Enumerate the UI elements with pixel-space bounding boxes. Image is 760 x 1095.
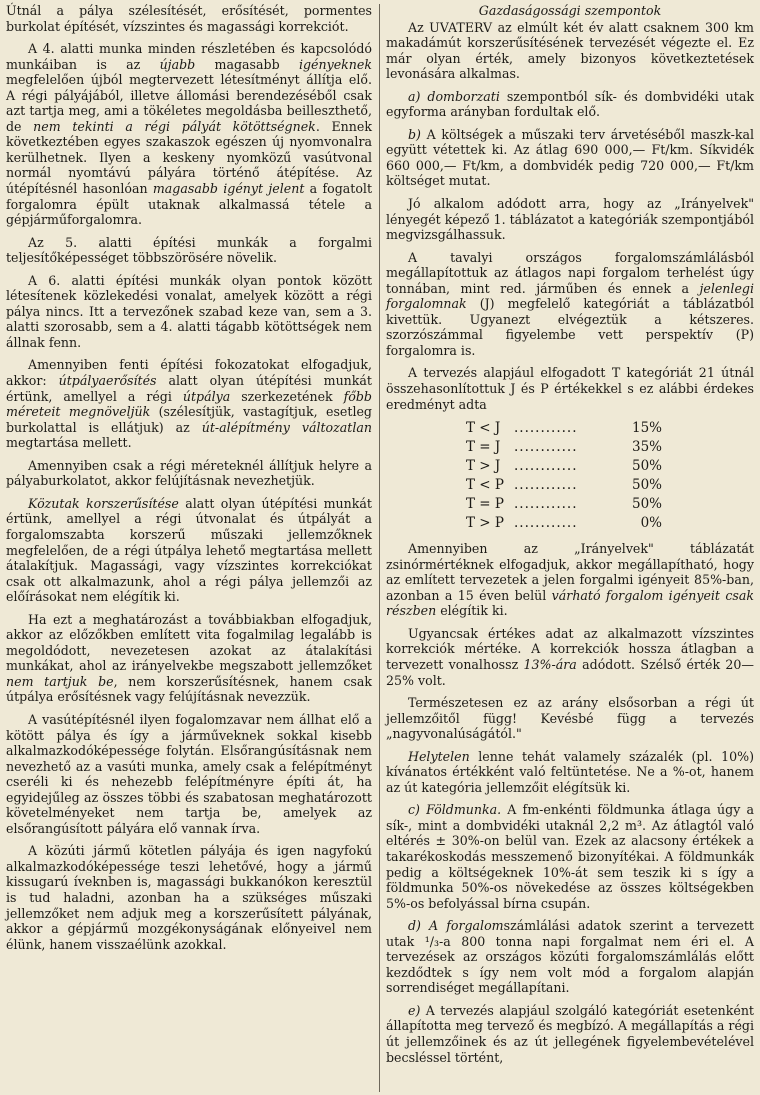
comparison-row (466, 457, 662, 476)
text-run: A 4. alatti munka minden részletében és kapcsolódó munkáiban is az (6, 41, 372, 72)
text-run: szerkezetének (230, 388, 344, 404)
comparison-relation: T > J (466, 458, 501, 475)
text-run: Az 5. alatti építési munkák a forgalmi teljesítőképességet többszörösére növelik. (6, 234, 372, 266)
comparison-relation: T = P (466, 496, 504, 513)
emphasis-run: igényeknek (298, 56, 373, 72)
comparison-row (466, 514, 662, 533)
leader-dots: ............ (514, 439, 578, 456)
text-run: A tervezés alapjául elfogadott T kategóriát 21 útnál összehasonlítottuk J és P értékekkel s ez alábbi érdekes eredményt adta (386, 365, 754, 412)
left-column (6, 3, 372, 959)
comparison-relation: T = J (466, 439, 501, 456)
paragraph (386, 541, 754, 619)
text-run: Amennyiben fenti építési fokozatokat elfogadjuk, akkor: (6, 357, 372, 389)
paragraph (386, 20, 754, 82)
paragraph (386, 918, 754, 996)
comparison-row (466, 438, 662, 457)
paragraph (6, 712, 372, 836)
paragraph (6, 273, 372, 351)
emphasis-run: c) Földmunka. (408, 802, 502, 818)
text-run: A tervezés alapjául szolgáló kategóriát esetenként állapította meg tervező és megbízó. A megállapítás a régi út jellemzőinek és az út jellegének figyelembevételével becsléssel történt, (386, 1002, 754, 1065)
text-run: Ugyancsak értékes adat az alkalmazott vízszintes korrekciók mértéke. A korrekciók hossza átlagban a tervezett vonalhossz (386, 625, 754, 672)
emphasis-run: várható forgalom igényeit csak részben (386, 587, 755, 619)
emphasis-run: e) (408, 1002, 421, 1018)
text-run: A fm-enkénti földmunka átlaga úgy a sík-, mint a dombvidéki utaknál 2,2 m³. Az átlagtól való eltérés ± 30%-on belül van. Ezek az alacsony értékek a takarékoskodás messzemenő bizonyítékai. A földmunkák pedig a költségeknek 10%-át sem teszik ki s így a földmunka 50%-os növekedése az összes költségekben 5%-os befolyással bírna csupán. (386, 802, 754, 911)
text-run: (J) megfelelő kategóriát a táblázatból kivettük. Ugyanezt elvégeztük a kétszeres. szorzószámmal figyelembe vett perspektív (P) forgalomra is. (386, 296, 754, 358)
text-run: Amennyiben az „Irányelvek" táblázatát zsinórmértéknek elfogadjuk, akkor megállapítható, hogy az említett tervezetek a jelen forgalmi igényeit 85%-ban, azonban a 15 éven belül (386, 541, 754, 603)
paragraphs-before-table (386, 20, 754, 413)
column-divider (379, 4, 380, 1092)
emphasis-run: újabb (159, 56, 196, 72)
comparison-relation: T > P (466, 515, 504, 532)
paragraph (6, 235, 372, 266)
text-run: A 6. alatti építési munkák olyan pontok között létesítenek közlekedési vonalat, amelyek között a régi pálya nincs. Itt a tervezőnek szabad keze van, sem a 3. alatti szorosabb, sem a 4. alatti tágabb kötöttségek nem állnak fenn. (6, 272, 372, 350)
text-run: A vasútépítésnél ilyen fogalomzavar nem állhat elő a kötött pálya és így a járműveknek sokkal kisebb alkalmazkodóképessége folytán. Elsőrangúsításnak nem nevezhető az a vasúti munka, amely csak a felépítményt cseréli ki és nehezebb felépítményre építi át, ha egyidejűleg az összes többi és szabatosan meghatározott követelményeket nem tartja be, amelyek az elsőrangúsított pályára elő vannak írva. (6, 711, 372, 836)
text-run: Amennyiben csak a régi méreteknél állítjuk helyre a pályaburkolatot, akkor felújításnak nevezhetjük. (6, 457, 372, 489)
text-run: A közúti jármű kötetlen pályája és igen nagyfokú alkalmazkodóképessége teszi lehetővé, hogy a jármű kissugarú íveknben is, magassági bukkanókon keresztül is tud haladni, azonban ha a szükséges műszaki jellemzőket nem adjuk meg a korszerűsített pályának, akkor a gépjármű mozgékonyságának előnyeivel nem élünk, hanem visszaélünk azokkal. (6, 843, 372, 952)
comparison-row (466, 476, 662, 495)
paragraph (386, 127, 754, 189)
emphasis-run: a) domborzati (408, 88, 500, 104)
emphasis-run: nem tartjuk be (6, 673, 114, 689)
paragraph (386, 89, 754, 120)
text-run: A költségek a műszaki terv árvetéséből maszk-kal együtt vétettek ki. Az átlag 690 000,— Ft/km. Síkvidék 660 000,— Ft/km, a dombvidék pedig 720 000,— Ft/km költséget mutat. (386, 126, 754, 189)
comparison-percent: 15% (631, 420, 662, 437)
text-run: adódott. Szélső érték 20—25% volt. (386, 656, 754, 688)
paragraph (6, 458, 372, 489)
text-run: , nem korszerűsítésnek, hanem csak útpálya erősítésnek vagy felújításnak nevezzük. (6, 673, 372, 705)
paragraph (6, 41, 372, 228)
text-run: Útnál a pálya szélesítését, erősítését, pormentes burkolat építését, vízszintes és magassági korrekciót. (6, 3, 372, 34)
text-run: számlálási adatok szerint a tervezett utak ¹/₃-a 800 tonna napi forgalmat nem éri el. A tervezések az országos közúti forgalomszámlálás előtt kezdődtek s így nem volt mód a forgalom alapján sorrendiséget megállapítani. (386, 918, 754, 996)
section-heading: Gazdaságossági szempontok (478, 3, 662, 18)
paragraph (6, 357, 372, 450)
text-run: . Ennek következtében egyes szakaszok egészen új nyomvonalra kerülhetnek. Ilyen a keskeny nyomközű vasútvonal normál nyomtávú pályára történő átépítése. Az útépítésnél hasonlóan (6, 118, 372, 197)
text-run: Ha ezt a meghatározást a továbbiakban elfogadjuk, akkor az előzőkben említett vita fogalmilag legalább is megoldódott, nevezetesen azokat az átalakítási munkákat, ahol az irányelvekbe megszabott jellemzőket (6, 611, 372, 674)
paragraph (386, 695, 754, 742)
leader-dots: ............ (514, 477, 578, 494)
paragraph (386, 250, 754, 359)
text-run: (szélesítjük, vastagítjuk, esetleg burkolattal is ellátjuk) az (6, 404, 372, 435)
leader-dots: ............ (514, 420, 578, 437)
leader-dots: ............ (514, 496, 578, 513)
text-run: megtartása mellett. (6, 435, 132, 451)
emphasis-run: b) (408, 126, 421, 142)
emphasis-run: Helytelen (408, 748, 470, 764)
comparison-relation: T < J (466, 420, 501, 437)
emphasis-run: 13%-ára (523, 656, 577, 672)
text-run: alatt olyan útépítési munkát értünk, amellyel a régi útvonalat és útpályát a forgalomszabta korszerű műszaki jellemzőknek megfelelően, de a régi útpálya lehető megtartása mellett átalakítjuk. Magassági, vagy vízszintes korrekciókat csak ott alkalmazunk, ahol a régi pálya jellemzői az előírásokat nem elégítik ki. (6, 495, 372, 605)
paragraph (386, 626, 754, 688)
text-run: elégítik ki. (436, 603, 508, 619)
text-run: a fogatolt forgalomra épült utaknak alkalmassá tétele a gépjárműforgalomra. (6, 181, 373, 228)
emphasis-run: jelenlegi forgalomnak (386, 280, 754, 312)
paragraph (386, 1003, 754, 1065)
text-run: magasabb (195, 56, 299, 72)
text-run: megfelelően újból megtervezett létesítményt állítja elő. A régi pályájából, illetve állomási berendezéséből csak azt tartja meg, ami a tökéletes megoldásba beilleszthető, de (6, 72, 372, 134)
comparison-percent: 35% (631, 439, 662, 456)
leader-dots: ............ (514, 458, 578, 475)
right-column (386, 3, 754, 1072)
paragraph (6, 496, 372, 605)
text-run: lenne tehát valamely százalék (pl. 10%) kívánatos értékként való feltüntetése. Ne a %-ot, hanem az út kategória jellemzőit elégítsük ki. (386, 748, 754, 795)
paragraph (6, 612, 372, 705)
emphasis-run: főbb méreteit megnöveljük (6, 388, 372, 420)
text-run: Jó alkalom adódott arra, hogy az „Irányelvek" lényegét képező 1. táblázatot a kategóriák szempontjából megvizsgálhassuk. (386, 196, 754, 243)
emphasis-run: d) A forgalom (408, 918, 504, 934)
comparison-percent: 50% (631, 458, 662, 475)
paragraph (6, 843, 372, 952)
paragraph (386, 196, 754, 243)
paragraph (6, 3, 372, 34)
text-run: Természetesen ez az arány elsősorban a régi út jellemzőitől függ! Kevésbé függ a tervezés „nagyvonalúságától." (386, 695, 754, 742)
emphasis-run: magasabb igényt jelent (152, 181, 305, 197)
emphasis-run: út-alépítmény változatlan (201, 419, 372, 435)
paragraph (386, 749, 754, 796)
comparison-percent: 50% (631, 477, 662, 494)
text-run: szempontból sík- és dombvidéki utak egyforma arányban fordultak elő. (386, 88, 754, 120)
comparison-relation: T < P (466, 477, 504, 494)
emphasis-run: Közutak korszerűsítése (28, 495, 179, 511)
comparison-row (466, 495, 662, 514)
emphasis-run: útpálya (182, 388, 231, 404)
paragraphs-after-table (386, 541, 754, 1065)
text-run: Az UVATERV az elmúlt két év alatt csaknem 300 km makadámút korszerűsítésének tervezését végezte el. Ez már olyan érték, amely bizonyos következtetések levonására alkalmas. (386, 19, 754, 82)
text-run: A tavalyi országos forgalomszámlálásból megállapítottuk az átlagos napi forgalom terhelést úgy tonnában, mint red. járműben és ennek a (386, 249, 754, 296)
text-run: alatt olyan útépítési munkát értünk, amellyel a régi (6, 373, 372, 404)
paragraph (386, 802, 754, 911)
emphasis-run: nem tekinti a régi pályát kötöttségnek (33, 118, 316, 134)
leader-dots: ............ (514, 515, 578, 532)
paragraph (386, 365, 754, 412)
comparison-row (466, 419, 662, 438)
comparison-table (466, 419, 662, 533)
emphasis-run: útpályaerősítés (58, 373, 157, 389)
comparison-percent: 0% (640, 515, 662, 532)
comparison-percent: 50% (631, 496, 662, 513)
